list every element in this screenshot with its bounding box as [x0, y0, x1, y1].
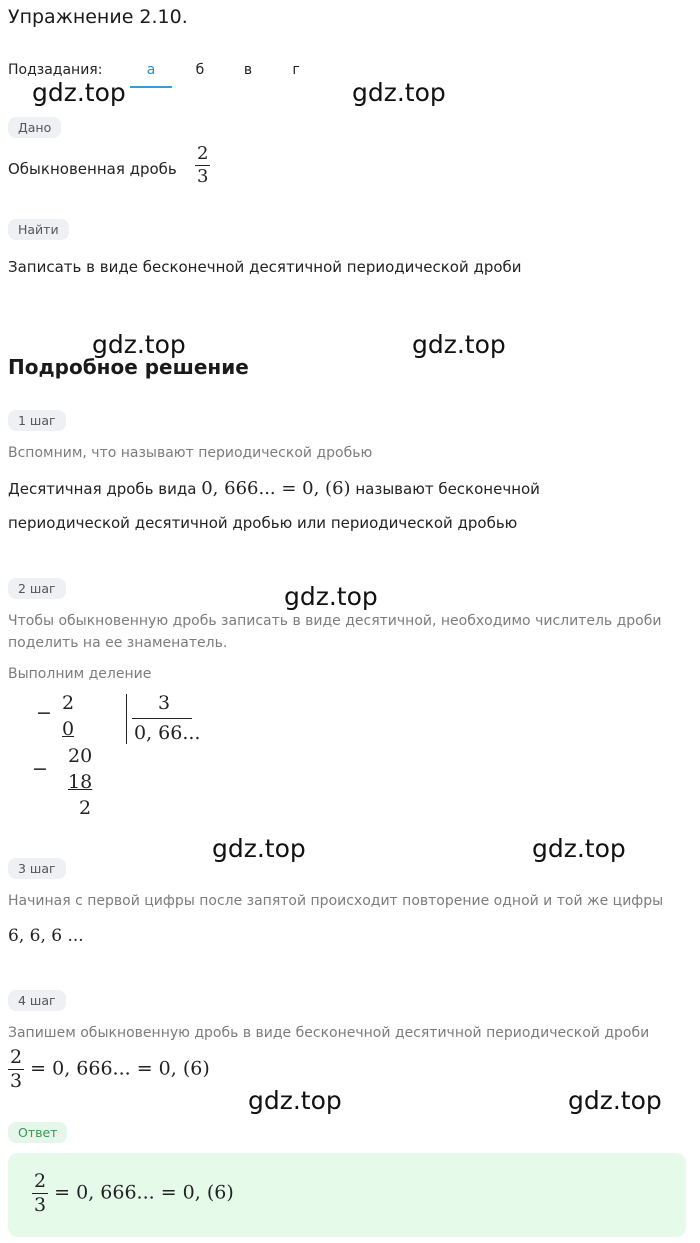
division-sub-2: 18 [68, 771, 93, 793]
watermark: gdz.top [32, 78, 126, 107]
step-1-line-1: Десятичная дробь вида 0, 666... = 0, (6) называют бесконечной [8, 478, 540, 499]
tab-a[interactable]: а [146, 62, 156, 78]
step-2-hint-2: Выполним деление [8, 666, 152, 682]
subtasks-label: Подзадания: [8, 62, 103, 78]
step-2-hint: Чтобы обыкновенную дробь записать в виде десятичной, необходимо числитель дроби поделить на ее знаменатель. [8, 613, 662, 651]
watermark: gdz.top [568, 1086, 662, 1115]
division-bar-vertical [126, 694, 127, 744]
division-bar-horizontal [132, 718, 192, 719]
division-quotient: 0, 66... [134, 722, 201, 744]
watermark: gdz.top [248, 1086, 342, 1115]
step-1-line-2: периодической десятичной дробью или периодической дробью [8, 514, 518, 532]
watermark: gdz.top [212, 834, 306, 863]
watermark: gdz.top [92, 330, 186, 359]
division-dividend: 2 [62, 692, 75, 714]
step-4-hint: Запишем обыкновенную дробь в виде бесконечной десятичной периодической дроби [8, 1025, 650, 1041]
tab-b[interactable]: б [195, 62, 205, 78]
watermark: gdz.top [412, 330, 506, 359]
division-remainder: 2 [79, 797, 92, 819]
answer-math: $\frac{2}{3}$ = 0, 666... = 0, (6) [34, 1170, 234, 1216]
division-minus-1: − [36, 702, 52, 724]
find-text: Записать в виде бесконечной десятичной периодической дроби [8, 258, 522, 276]
page-title: Упражнение 2.10. [8, 6, 188, 28]
step-4-chip: 4 шаг [8, 990, 66, 1011]
step-2-chip: 2 шаг [8, 578, 66, 599]
division-minus-2: − [32, 758, 48, 780]
step-4-math: $\frac{2}{3}$ = 0, 666... = 0, (6) [10, 1046, 210, 1092]
step-1-hint: Вспомним, что называют периодической дробью [8, 445, 373, 461]
answer-chip: Ответ [8, 1122, 67, 1143]
step-3-math: 6, 6, 6 ... [8, 926, 84, 946]
step-1-chip: 1 шаг [8, 410, 66, 431]
step-3-hint: Начиная с первой цифры после запятой происходит повторение одной и той же цифры [8, 893, 664, 909]
given-chip: Дано [8, 117, 61, 138]
division-divisor: 3 [158, 692, 171, 714]
tab-v[interactable]: в [243, 62, 253, 78]
solution-heading: Подробное решение [8, 355, 249, 379]
watermark: gdz.top [532, 834, 626, 863]
tab-g[interactable]: г [292, 62, 300, 78]
given-text: Обыкновенная дробь [8, 160, 177, 178]
step-3-chip: 3 шаг [8, 858, 66, 879]
watermark: gdz.top [352, 78, 446, 107]
division-step-2: 20 [68, 745, 93, 767]
watermark: gdz.top [284, 582, 378, 611]
division-sub-1: 0 [62, 718, 75, 740]
find-chip: Найти [8, 219, 69, 240]
given-fraction: $\frac{2}{3}$ [197, 143, 209, 187]
active-tab-indicator [130, 86, 172, 88]
